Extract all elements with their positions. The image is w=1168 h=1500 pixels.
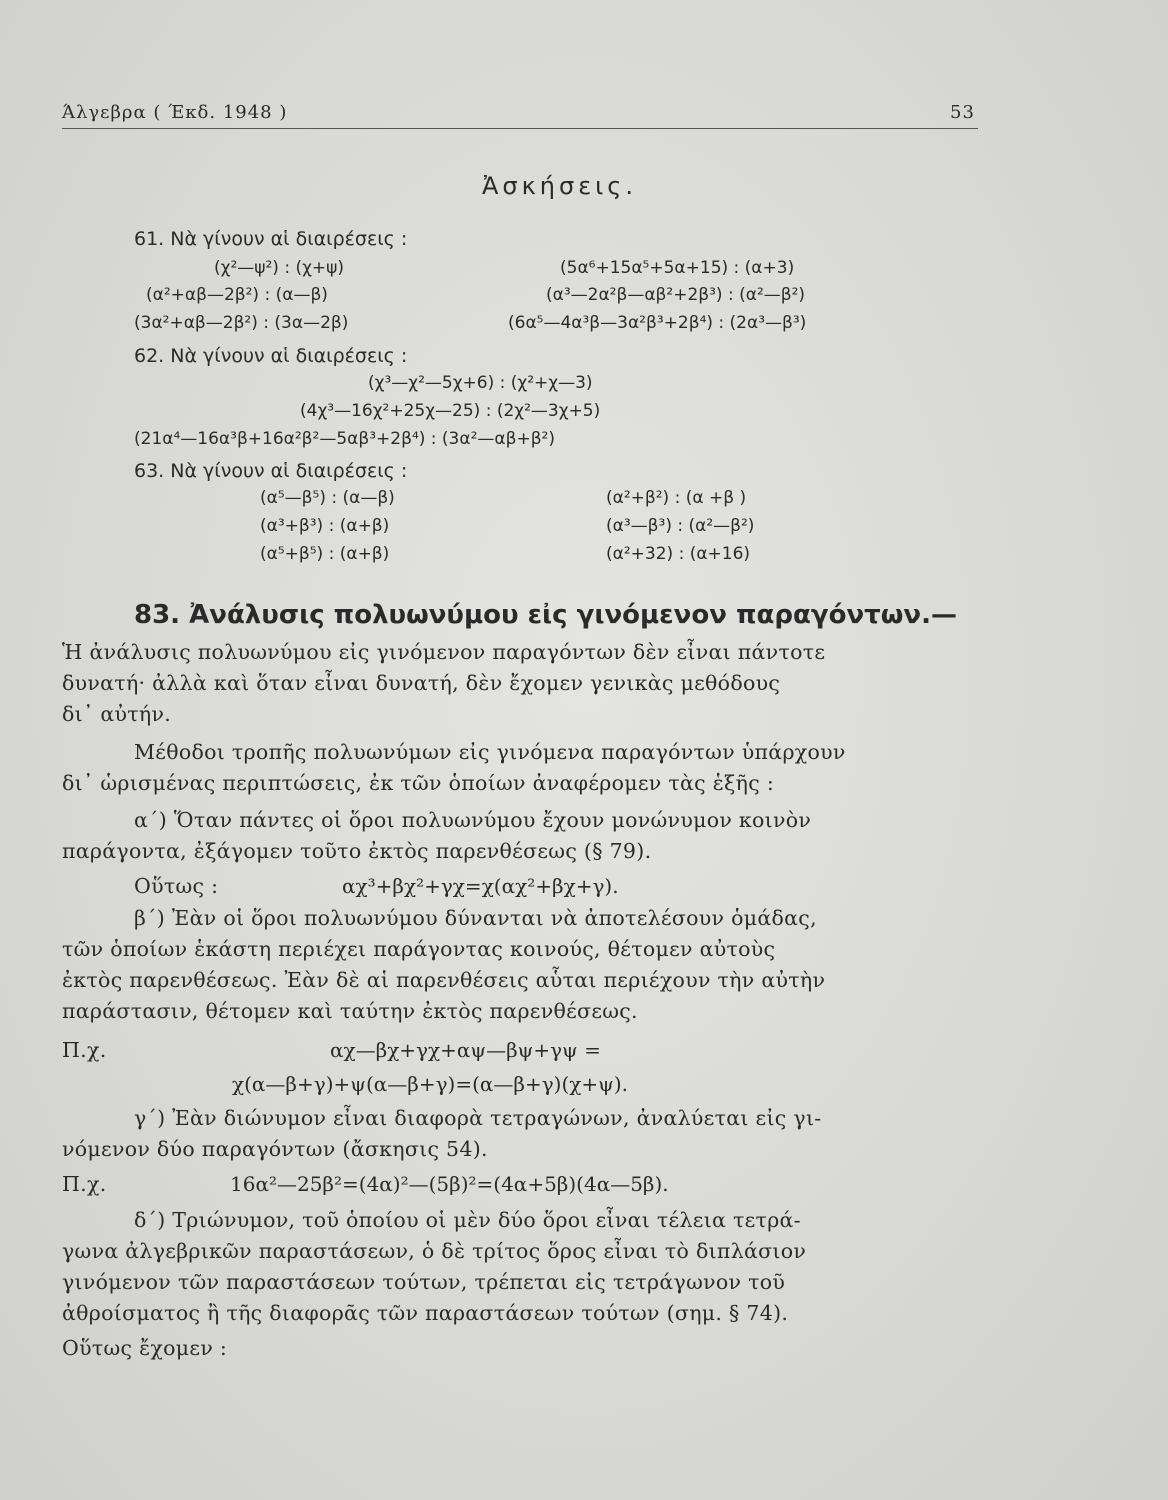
case-b-equation-2: χ(α—β+γ)+ψ(α—β+γ)=(α—β+γ)(χ+ψ). (232, 1072, 628, 1096)
paragraph-1-line-2: δυνατή· ἀλλὰ καὶ ὅταν εἶναι δυνατή, δὲν ἔχομεν γενικὰς μεθόδους (62, 671, 781, 695)
exercise-61-left-3: (3α²+αβ—2β²) : (3α—2β) (134, 313, 349, 333)
exercise-62-line-3: (21α⁴—16α³β+16α²β²—5αβ³+2β⁴) : (3α²—αβ+β²) (134, 429, 555, 449)
paragraph-1-line-1: Ἡ ἀνάλυσις πολυωνύμου εἰς γινόμενον παραγόντων δὲν εἶναι πάντοτε (62, 640, 826, 664)
case-a-line-2: παράγοντα, ἐξάγομεν τοῦτο ἐκτὸς παρενθέσεως (§ 79). (62, 839, 652, 863)
section-83-heading: 83. Ἀνάλυσις πολυωνύμου εἰς γινόμενον παραγόντων.— (134, 600, 957, 630)
exercise-61-right-3: (6α⁵—4α³β—3α²β³+2β⁴) : (2α³—β³) (508, 313, 807, 333)
exercises-title: Ἀσκήσεις. (482, 172, 638, 200)
exercise-62-line-2: (4χ³—16χ²+25χ—25) : (2χ²—3χ+5) (300, 401, 601, 421)
case-b-line-2: τῶν ὁποίων ἑκάστη περιέχει παράγοντας κοινούς, θέτομεν αὐτοὺς (62, 937, 776, 961)
paragraph-2-line-2: δι᾽ ὡρισμένας περιπτώσεις, ἐκ τῶν ὁποίων ἀναφέρομεν τὰς ἑξῆς : (62, 771, 775, 795)
case-d-line-1: δ΄) Τριώνυμον, τοῦ ὁποίου οἱ μὲν δύο ὅροι εἶναι τέλεια τετρά- (134, 1208, 801, 1232)
exercise-61-right-2: (α³—2α²β—αβ²+2β³) : (α²—β²) (546, 285, 806, 305)
exercise-63-right-2: (α³—β³) : (α²—β²) (606, 516, 755, 536)
paragraph-1-line-3: δι᾽ αὐτήν. (62, 702, 172, 726)
exercise-61-left-1: (χ²—ψ²) : (χ+ψ) (214, 258, 345, 278)
exercise-63-left-3: (α⁵+β⁵) : (α+β) (260, 544, 390, 564)
page-number: 53 (950, 102, 975, 123)
case-b-example-label: Π.χ. (62, 1038, 107, 1062)
exercise-63-right-1: (α²+β²) : (α +β ) (606, 488, 747, 508)
paragraph-2-line-1: Μέθοδοι τροπῆς πολυωνύμων εἰς γινόμενα παραγόντων ὑπάρχουν (134, 740, 846, 764)
case-b-line-3: ἐκτὸς παρενθέσεως. Ἐὰν δὲ αἱ παρενθέσεις αὗται περιέχουν τὴν αὐτὴν (62, 968, 826, 992)
exercise-63-right-3: (α²+32) : (α+16) (606, 544, 751, 564)
case-d-line-3: γινόμενον τῶν παραστάσεων τούτων, τρέπεται εἰς τετράγωνον τοῦ (62, 1270, 786, 1294)
exercise-61-right-1: (5α⁶+15α⁵+5α+15) : (α+3) (560, 258, 795, 278)
exercise-62-line-1: (χ³—χ²—5χ+6) : (χ²+χ—3) (368, 373, 593, 393)
exercise-61-label: 61. Νὰ γίνουν αἱ διαιρέσεις : (134, 228, 408, 250)
case-c-equation: 16α²—25β²=(4α)²—(5β)²=(4α+5β)(4α—5β). (230, 1172, 669, 1196)
case-a-line-1: α΄) Ὅταν πάντες οἱ ὅροι πολυωνύμου ἔχουν μονώνυμον κοινὸν (134, 808, 812, 832)
case-c-line-1: γ΄) Ἐὰν διώνυμον εἶναι διαφορὰ τετραγώνων, ἀναλύεται εἰς γι- (134, 1106, 822, 1130)
case-b-line-4: παράστασιν, θέτομεν καὶ ταύτην ἐκτὸς παρενθέσεως. (62, 999, 638, 1023)
case-d-line-5: Οὕτως ἔχομεν : (62, 1336, 228, 1360)
exercise-63-left-2: (α³+β³) : (α+β) (260, 516, 390, 536)
exercise-61-left-2: (α²+αβ—2β²) : (α—β) (146, 285, 328, 305)
case-b-equation-1: αχ—βχ+γχ+αψ—βψ+γψ = (330, 1038, 601, 1062)
case-c-example-label: Π.χ. (62, 1172, 107, 1196)
exercise-63-label: 63. Νὰ γίνουν αἱ διαιρέσεις : (134, 460, 408, 482)
case-d-line-4: ἀθροίσματος ἢ τῆς διαφορᾶς τῶν παραστάσεων τούτων (σημ. § 74). (62, 1301, 789, 1325)
running-title: Άλγεβρα ( Έκδ. 1948 ) (62, 102, 288, 123)
case-a-equation: αχ³+βχ²+γχ=χ(αχ²+βχ+γ). (342, 874, 619, 898)
case-b-line-1: β΄) Ἐὰν οἱ ὅροι πολυωνύμου δύνανται νὰ ἀποτελέσουν ὁμάδας, (134, 906, 817, 930)
exercise-63-left-1: (α⁵—β⁵) : (α—β) (260, 488, 395, 508)
case-c-line-2: νόμενον δύο παραγόντων (ἄσκησις 54). (62, 1137, 488, 1161)
case-a-label: Οὕτως : (134, 874, 219, 898)
case-d-line-2: γωνα ἀλγεβρικῶν παραστάσεων, ὁ δὲ τρίτος ὅρος εἶναι τὸ διπλάσιον (62, 1239, 807, 1263)
exercise-62-label: 62. Νὰ γίνουν αἱ διαιρέσεις : (134, 345, 408, 367)
header-rule (62, 128, 978, 129)
